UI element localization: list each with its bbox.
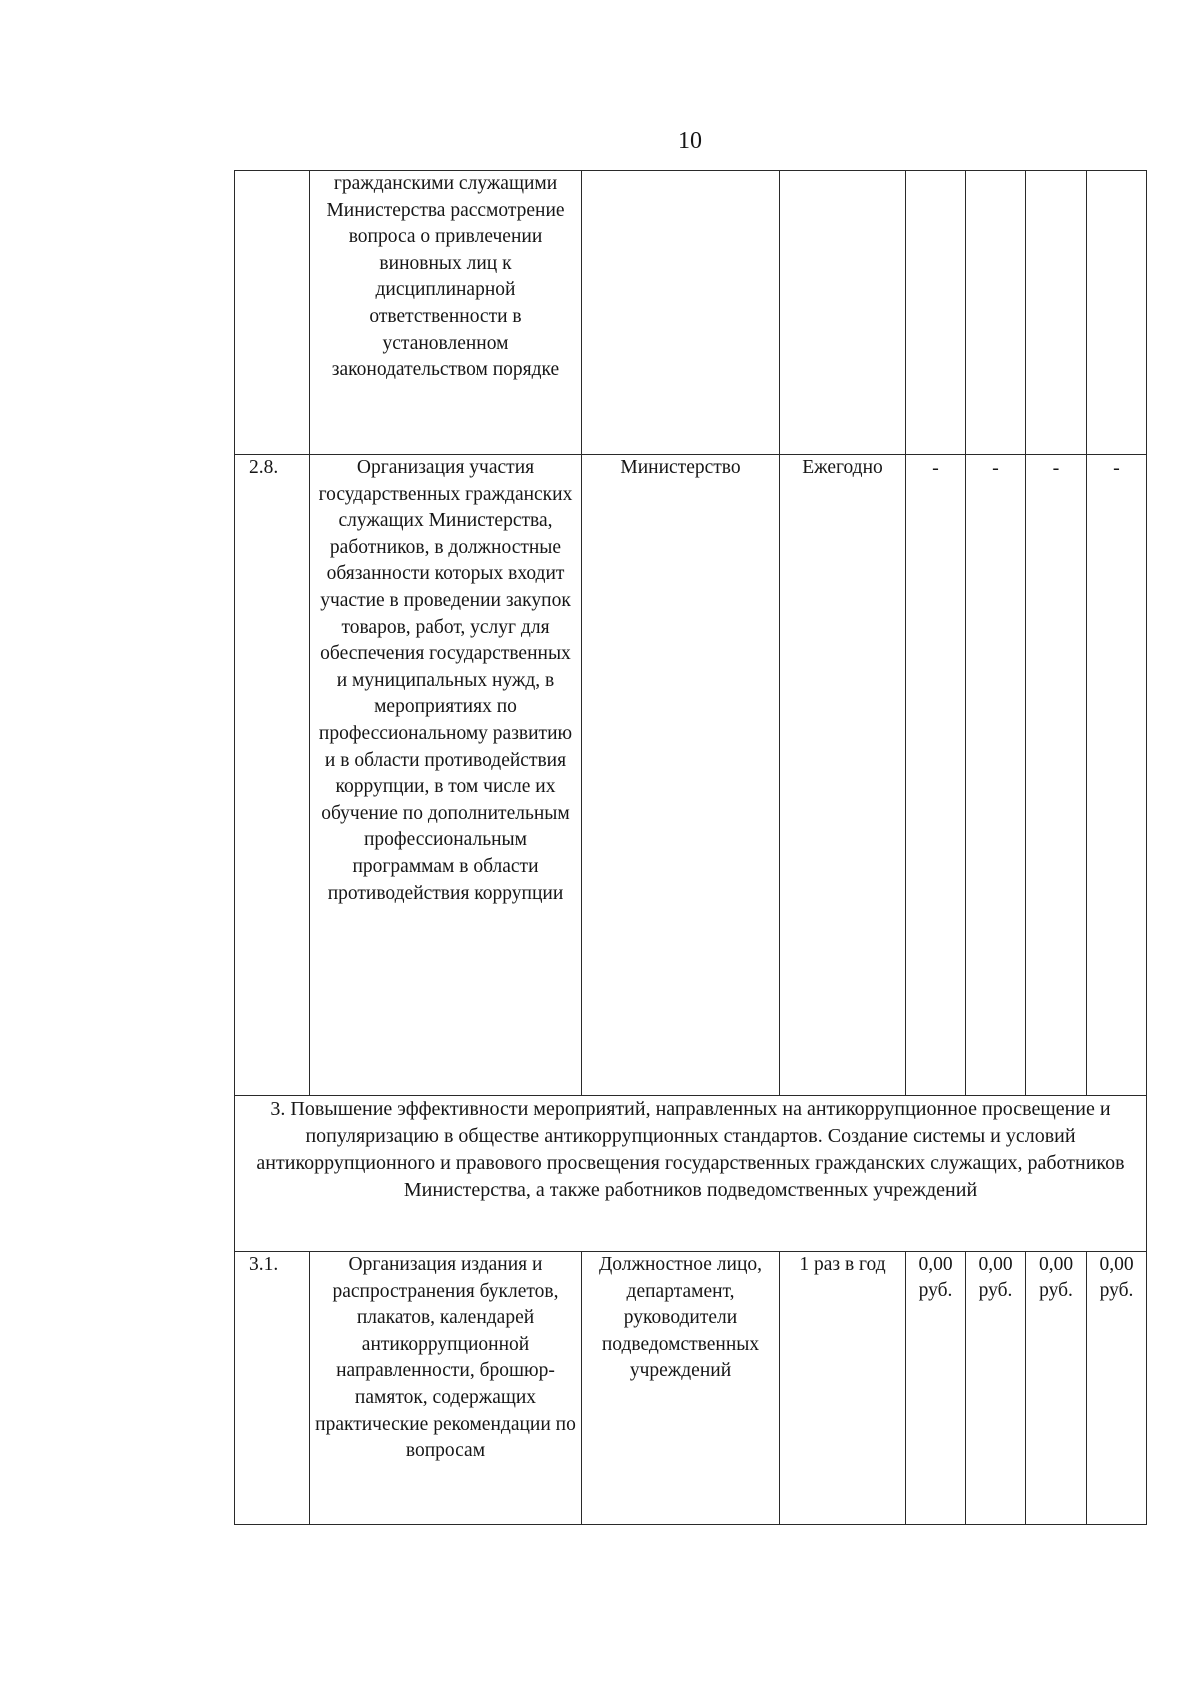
- funding-cell: 0,00 руб.: [966, 1252, 1026, 1525]
- funding-cell: -: [1087, 455, 1147, 1096]
- activity-cell: Организация издания и распространения буклетов, плакатов, календарей антикоррупционной направленности, брошюр-памяток, содержащих практические рекомендации по вопросам: [310, 1252, 582, 1525]
- term-cell: 1 раз в год: [780, 1252, 906, 1525]
- executor-cell: Министерство: [582, 455, 780, 1096]
- executor-cell: Должностное лицо, департамент, руководители подведомственных учреждений: [582, 1252, 780, 1525]
- activity-plan-table: [234, 170, 1147, 1525]
- table-row: [235, 455, 1147, 1096]
- table-row: [235, 1252, 1147, 1525]
- row-number: [235, 171, 310, 455]
- executor-cell: [582, 171, 780, 455]
- funding-cell: [966, 171, 1026, 455]
- term-cell: [780, 171, 906, 455]
- funding-cell: [1087, 171, 1147, 455]
- activity-cell: гражданскими служащими Министерства рассмотрение вопроса о привлечении виновных лиц к дисциплинарной ответственности в установленном законодательством порядке: [310, 171, 582, 455]
- funding-cell: 0,00 руб.: [1087, 1252, 1147, 1525]
- funding-cell: -: [966, 455, 1026, 1096]
- funding-cell: 0,00 руб.: [1026, 1252, 1087, 1525]
- term-cell: Ежегодно: [780, 455, 906, 1096]
- funding-cell: [1026, 171, 1087, 455]
- funding-cell: -: [1026, 455, 1087, 1096]
- section-header-row: [235, 1096, 1147, 1252]
- section-title: 3. Повышение эффективности мероприятий, направленных на антикоррупционное просвещение и популяризацию в обществе антикоррупционных стандартов. Создание системы и условий антикоррупционного и правового просвещения государственных гражданских служащих, работников Министерства, а также работников подведомственных учреждений: [235, 1096, 1147, 1252]
- funding-cell: -: [906, 455, 966, 1096]
- funding-cell: 0,00 руб.: [906, 1252, 966, 1525]
- row-number: 2.8.: [235, 455, 310, 1096]
- activity-cell: Организация участия государственных гражданских служащих Министерства, работников, в должностные обязанности которых входит участие в проведении закупок товаров, работ, услуг для обеспечения государственных и муниципальных нужд, в мероприятиях по профессиональному развитию и в области противодействия коррупции, в том числе их обучение по дополнительным профессиональным программам в области противодействия коррупции: [310, 455, 582, 1096]
- page-number: 10: [678, 128, 702, 154]
- funding-cell: [906, 171, 966, 455]
- row-number: 3.1.: [235, 1252, 310, 1525]
- table-row: [235, 171, 1147, 455]
